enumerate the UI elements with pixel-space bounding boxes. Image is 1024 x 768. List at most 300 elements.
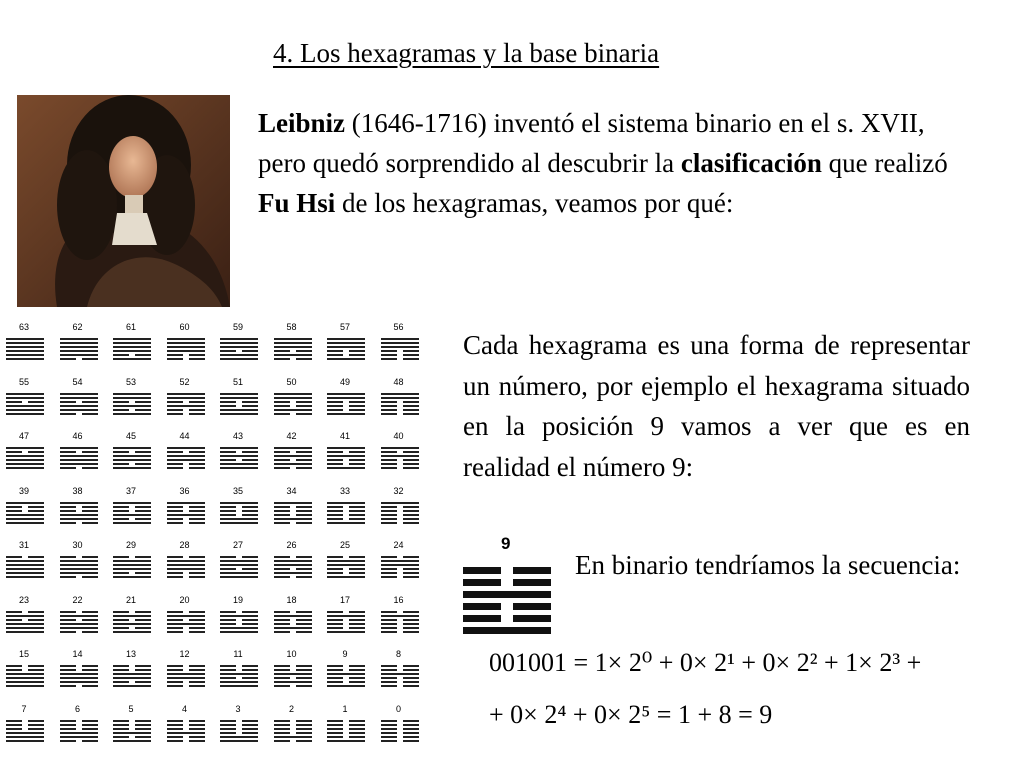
solid-line — [60, 354, 98, 356]
solid-line — [113, 564, 151, 566]
solid-line — [113, 397, 151, 399]
solid-line — [327, 397, 365, 399]
broken-line — [274, 350, 312, 352]
solid-line — [220, 354, 258, 356]
solid-line — [327, 576, 365, 578]
broken-line — [274, 514, 312, 516]
broken-line — [167, 556, 205, 558]
solid-line — [6, 615, 44, 617]
broken-line — [60, 506, 98, 508]
solid-line — [220, 627, 258, 629]
hexagram-number: 16 — [393, 594, 404, 605]
broken-line — [113, 510, 151, 512]
solid-line — [6, 732, 44, 734]
solid-line — [6, 447, 44, 449]
broken-line — [220, 451, 258, 453]
hexagram-cell — [220, 649, 260, 699]
solid-line — [274, 342, 312, 344]
solid-line — [60, 342, 98, 344]
hexagram-lines — [6, 338, 44, 362]
solid-line — [6, 338, 44, 340]
hexagram-lines — [113, 338, 151, 362]
hexagram-lines — [274, 338, 312, 362]
hexagram-number: 4 — [181, 703, 187, 714]
broken-line — [381, 556, 419, 558]
solid-line — [327, 564, 365, 566]
broken-line — [220, 728, 258, 730]
hexagram-lines — [167, 502, 205, 526]
broken-line — [60, 611, 98, 613]
solid-line — [60, 447, 98, 449]
solid-line — [6, 409, 44, 411]
solid-line — [113, 342, 151, 344]
solid-line — [274, 502, 312, 504]
broken-line — [327, 506, 365, 508]
solid-line — [327, 560, 365, 562]
solid-line — [167, 350, 205, 352]
solid-line — [327, 358, 365, 360]
broken-line — [167, 740, 205, 742]
broken-line — [6, 510, 44, 512]
solid-line — [113, 467, 151, 469]
hexagram-cell — [220, 377, 260, 427]
hexagram-number: 36 — [179, 485, 190, 496]
hexagram-cell — [113, 322, 153, 372]
hexagram-lines — [60, 720, 98, 744]
broken-line — [381, 401, 419, 403]
hexagram-cell — [381, 431, 421, 481]
broken-line — [274, 677, 312, 679]
hexagram-cell — [60, 486, 100, 536]
solid-line — [381, 455, 419, 457]
solid-line — [274, 736, 312, 738]
broken-line — [220, 401, 258, 403]
hexagram-cell — [274, 377, 314, 427]
hexagram-number: 25 — [339, 540, 350, 550]
solid-line — [381, 564, 419, 566]
solid-line — [167, 405, 205, 407]
broken-line — [6, 724, 44, 726]
solid-line — [381, 397, 419, 399]
broken-line — [381, 409, 419, 411]
hexagram-cell — [274, 486, 314, 536]
solid-line — [60, 572, 98, 574]
hexagram-number: 5 — [128, 703, 134, 714]
broken-line — [274, 522, 312, 524]
solid-line — [113, 522, 151, 524]
hexagram-lines — [327, 502, 365, 526]
broken-line — [327, 556, 365, 558]
broken-line — [167, 413, 205, 415]
hexagram-lines — [113, 611, 151, 635]
hexagram-lines — [274, 556, 312, 580]
hexagram-cell — [113, 486, 153, 536]
hexagram-number: 20 — [179, 594, 190, 605]
broken-line — [6, 401, 44, 403]
broken-line — [327, 665, 365, 667]
broken-line — [463, 615, 551, 622]
solid-line — [167, 455, 205, 457]
broken-line — [327, 451, 365, 453]
solid-line — [6, 631, 44, 633]
solid-line — [60, 627, 98, 629]
broken-line — [167, 463, 205, 465]
broken-line — [220, 556, 258, 558]
broken-line — [274, 358, 312, 360]
intro-tail: de los hexagramas, veamos por qué: — [335, 188, 734, 218]
hexagram-number: 60 — [179, 322, 190, 332]
solid-line — [327, 455, 365, 457]
solid-line — [220, 455, 258, 457]
broken-line — [381, 611, 419, 613]
solid-line — [220, 685, 258, 687]
broken-line — [274, 631, 312, 633]
broken-line — [274, 510, 312, 512]
broken-line — [113, 611, 151, 613]
hexagram-cell — [274, 595, 314, 645]
broken-line — [167, 576, 205, 578]
solid-line — [327, 685, 365, 687]
solid-line — [167, 615, 205, 617]
hexagram-cell — [381, 704, 421, 754]
solid-line — [381, 560, 419, 562]
broken-line — [167, 358, 205, 360]
hexagram-cell — [60, 540, 100, 590]
intro-paragraph — [258, 103, 978, 223]
hexagram-lines — [6, 447, 44, 471]
broken-line — [381, 669, 419, 671]
broken-line — [327, 568, 365, 570]
hexagram-number: 17 — [339, 594, 350, 605]
broken-line — [274, 467, 312, 469]
broken-line — [113, 669, 151, 671]
solid-line — [381, 393, 419, 395]
broken-line — [274, 619, 312, 621]
hexagram-number: 2 — [288, 703, 294, 714]
hexagram-number: 23 — [18, 594, 29, 605]
hexagram-cell — [113, 431, 153, 481]
solid-line — [113, 560, 151, 562]
solid-line — [220, 397, 258, 399]
hexagram-number: 1 — [342, 703, 348, 714]
hexagram-lines — [381, 338, 419, 362]
broken-line — [381, 568, 419, 570]
solid-line — [60, 560, 98, 562]
hexagram-cell — [60, 377, 100, 427]
hexagram-lines — [327, 447, 365, 471]
hexagram-cell — [381, 377, 421, 427]
solid-line — [220, 518, 258, 520]
solid-line — [167, 568, 205, 570]
broken-line — [381, 358, 419, 360]
hexagram-lines — [327, 338, 365, 362]
solid-line — [113, 514, 151, 516]
solid-line — [6, 393, 44, 395]
solid-line — [167, 564, 205, 566]
broken-line — [381, 463, 419, 465]
solid-line — [327, 615, 365, 617]
broken-line — [327, 611, 365, 613]
hexagram-lines — [327, 665, 365, 689]
solid-line — [6, 413, 44, 415]
solid-line — [113, 685, 151, 687]
solid-line — [274, 346, 312, 348]
broken-line — [327, 401, 365, 403]
solid-line — [274, 627, 312, 629]
broken-line — [167, 669, 205, 671]
broken-line — [327, 518, 365, 520]
broken-line — [113, 451, 151, 453]
broken-line — [220, 732, 258, 734]
hexagram-lines — [381, 393, 419, 417]
broken-line — [6, 669, 44, 671]
hexagram-cell — [381, 540, 421, 590]
broken-line — [167, 354, 205, 356]
hexagram-number: 40 — [393, 431, 404, 441]
broken-line — [274, 623, 312, 625]
broken-line — [167, 409, 205, 411]
solid-line — [220, 346, 258, 348]
solid-line — [113, 732, 151, 734]
broken-line — [327, 720, 365, 722]
solid-line — [113, 358, 151, 360]
broken-line — [274, 451, 312, 453]
broken-line — [274, 669, 312, 671]
broken-line — [220, 506, 258, 508]
broken-line — [381, 728, 419, 730]
hexagram-number: 37 — [125, 485, 136, 496]
solid-line — [327, 740, 365, 742]
solid-line — [113, 673, 151, 675]
broken-line — [167, 467, 205, 469]
hexagram-cell — [274, 431, 314, 481]
solid-line — [167, 447, 205, 449]
hexagram-number: 0 — [395, 703, 401, 714]
hexagram-lines — [167, 665, 205, 689]
hexagram-lines — [381, 502, 419, 526]
broken-line — [274, 405, 312, 407]
solid-line — [274, 564, 312, 566]
broken-line — [327, 619, 365, 621]
broken-line — [60, 358, 98, 360]
solid-line — [167, 397, 205, 399]
formula-line-2: + 0× 2⁴ + 0× 2⁵ = 1 + 8 = 9 — [489, 700, 773, 729]
solid-line — [6, 564, 44, 566]
hexagram-lines — [6, 393, 44, 417]
hexagram-lines — [381, 720, 419, 744]
solid-line — [327, 413, 365, 415]
hexagram-lines — [220, 720, 258, 744]
solid-line — [220, 338, 258, 340]
broken-line — [327, 627, 365, 629]
solid-line — [327, 502, 365, 504]
solid-line — [60, 338, 98, 340]
broken-line — [274, 728, 312, 730]
broken-line — [220, 459, 258, 461]
hexagram-cell — [60, 595, 100, 645]
broken-line — [381, 514, 419, 516]
broken-line — [167, 631, 205, 633]
broken-line — [220, 568, 258, 570]
broken-line — [381, 677, 419, 679]
hexagram-number: 8 — [395, 649, 401, 659]
broken-line — [167, 510, 205, 512]
hexagram-lines — [220, 556, 258, 580]
hexagram-number: 44 — [179, 431, 190, 441]
solid-line — [113, 350, 151, 352]
broken-line — [167, 724, 205, 726]
solid-line — [220, 467, 258, 469]
hexagram-number: 28 — [179, 540, 190, 550]
broken-line — [167, 611, 205, 613]
leibniz-portrait — [17, 95, 230, 307]
solid-line — [6, 459, 44, 461]
broken-line — [6, 451, 44, 453]
solid-line — [60, 350, 98, 352]
solid-line — [274, 572, 312, 574]
solid-line — [463, 627, 551, 634]
hexagram-lines — [220, 502, 258, 526]
broken-line — [381, 724, 419, 726]
broken-line — [6, 506, 44, 508]
solid-line — [6, 572, 44, 574]
hexagram-cell — [60, 431, 100, 481]
hexagram-cell — [113, 595, 153, 645]
hexagram-cell — [327, 431, 367, 481]
solid-line — [220, 631, 258, 633]
solid-line — [6, 346, 44, 348]
broken-line — [167, 572, 205, 574]
broken-line — [167, 665, 205, 667]
hexagram-cell — [167, 431, 207, 481]
broken-line — [220, 405, 258, 407]
solid-line — [167, 338, 205, 340]
hexagram-lines — [220, 338, 258, 362]
hexagram-number: 54 — [72, 376, 83, 387]
hexagram-cell — [167, 704, 207, 754]
hexagram-cell — [60, 649, 100, 699]
broken-line — [167, 627, 205, 629]
hexagram-number: 34 — [286, 485, 297, 496]
hexagram-cell — [113, 377, 153, 427]
hexagram-lines — [113, 665, 151, 689]
hexagram-lines — [274, 665, 312, 689]
solid-line — [6, 681, 44, 683]
binary-text: En binario tendríamos la secuencia: — [575, 550, 961, 580]
hexagram-number: 29 — [125, 540, 136, 550]
solid-line — [6, 736, 44, 738]
solid-line — [6, 467, 44, 469]
hexagram-cell — [220, 540, 260, 590]
solid-line — [6, 677, 44, 679]
hexagram-lines — [60, 447, 98, 471]
hexagram-number: 6 — [74, 703, 80, 714]
hexagram-number: 48 — [393, 376, 404, 387]
solid-line — [274, 455, 312, 457]
broken-line — [381, 720, 419, 722]
broken-line — [60, 728, 98, 730]
solid-line — [220, 413, 258, 415]
broken-line — [381, 681, 419, 683]
hexagram-cell — [381, 486, 421, 536]
hexagram-lines — [113, 447, 151, 471]
broken-line — [381, 467, 419, 469]
solid-line — [60, 346, 98, 348]
broken-line — [6, 611, 44, 613]
solid-line — [6, 576, 44, 578]
solid-line — [60, 409, 98, 411]
broken-line — [327, 405, 365, 407]
hexagram-lines — [381, 665, 419, 689]
hexagram-number: 56 — [393, 322, 404, 332]
hexagram-cell — [6, 540, 46, 590]
broken-line — [327, 736, 365, 738]
broken-line — [381, 350, 419, 352]
broken-line — [274, 724, 312, 726]
broken-line — [60, 631, 98, 633]
solid-line — [167, 502, 205, 504]
solid-line — [381, 338, 419, 340]
broken-line — [113, 720, 151, 722]
broken-line — [381, 405, 419, 407]
hexagram-number: 58 — [286, 322, 297, 332]
broken-line — [381, 572, 419, 574]
hexagram-number: 46 — [72, 431, 83, 441]
hexagram-cell — [327, 595, 367, 645]
hexagram-cell — [220, 595, 260, 645]
broken-line — [113, 463, 151, 465]
broken-line — [327, 732, 365, 734]
broken-line — [167, 451, 205, 453]
hexagram-cell — [6, 322, 46, 372]
broken-line — [274, 459, 312, 461]
hexagram-lines — [60, 338, 98, 362]
solid-line — [60, 681, 98, 683]
hexagram-number: 24 — [393, 540, 404, 550]
broken-line — [327, 677, 365, 679]
broken-line — [381, 732, 419, 734]
solid-line — [60, 397, 98, 399]
solid-line — [274, 615, 312, 617]
broken-line — [167, 518, 205, 520]
hexagram-number: 19 — [232, 594, 243, 605]
hexagram-cell — [6, 704, 46, 754]
hexagram-lines — [381, 556, 419, 580]
broken-line — [60, 720, 98, 722]
hexagram-cell — [274, 704, 314, 754]
broken-line — [60, 413, 98, 415]
hexagram-lines — [220, 665, 258, 689]
broken-line — [381, 576, 419, 578]
broken-line — [327, 354, 365, 356]
broken-line — [113, 572, 151, 574]
broken-line — [327, 728, 365, 730]
hexagram-number: 57 — [339, 322, 350, 332]
solid-line — [60, 459, 98, 461]
hexagram-number: 3 — [235, 703, 241, 714]
solid-line — [220, 615, 258, 617]
solid-line — [6, 740, 44, 742]
broken-line — [381, 685, 419, 687]
solid-line — [60, 405, 98, 407]
broken-line — [167, 728, 205, 730]
broken-line — [6, 728, 44, 730]
broken-line — [60, 451, 98, 453]
solid-line — [6, 350, 44, 352]
hexagram-number: 18 — [286, 594, 297, 605]
solid-line — [6, 397, 44, 399]
hexagram-number: 11 — [233, 649, 243, 659]
